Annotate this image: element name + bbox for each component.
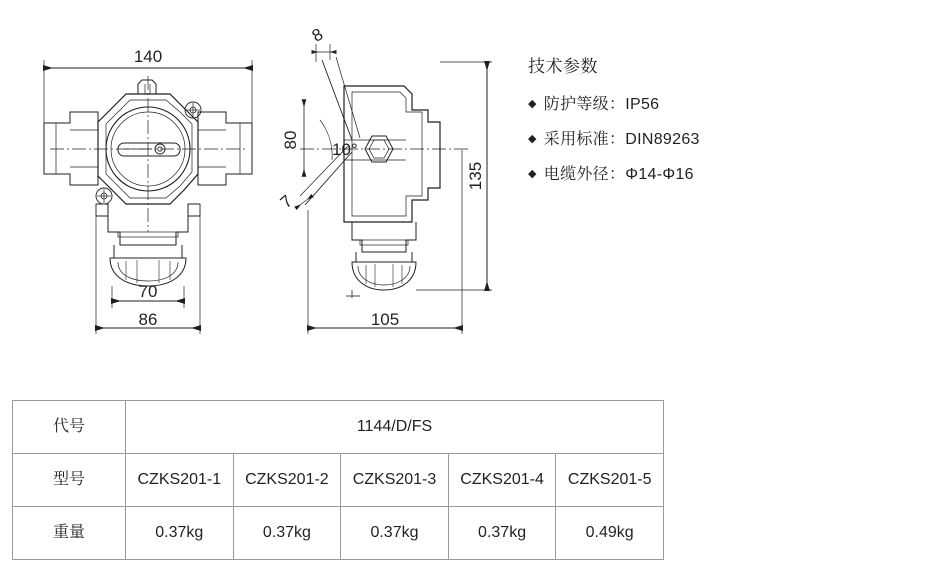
spec-item-label: 采用标准：DIN89263 xyxy=(543,131,700,148)
dim-base-width-inner: 70 xyxy=(138,282,158,301)
spec-item-protection-rating xyxy=(528,91,858,114)
dim-overall-depth: 105 xyxy=(370,310,400,329)
dim-lever-travel-top: 8 xyxy=(308,24,327,46)
spec-item-standard xyxy=(528,126,858,149)
weight-cell: 0.49kg xyxy=(556,507,664,560)
product-technical-drawing xyxy=(0,0,520,370)
dim-lever-length: 80 xyxy=(281,130,300,150)
table-row-model xyxy=(13,454,664,507)
weight-cell: 0.37kg xyxy=(126,507,234,560)
spec-item-label: 防护等级：IP56 xyxy=(543,96,660,113)
dim-base-width-outer: 86 xyxy=(138,310,158,329)
dim-overall-height: 135 xyxy=(466,161,485,191)
dim-overall-width: 140 xyxy=(133,47,163,66)
diamond-bullet-icon: ◆ xyxy=(528,98,537,110)
code-value: 1144/D/FS xyxy=(126,401,664,454)
spec-item-label: 电缆外径：Φ14-Φ16 xyxy=(543,166,694,183)
model-cell: CZKS201-1 xyxy=(126,454,234,507)
model-cell: CZKS201-2 xyxy=(233,454,341,507)
row-label-model: 型号 xyxy=(13,454,126,507)
table-row-code xyxy=(13,401,664,454)
model-cell: CZKS201-5 xyxy=(556,454,664,507)
model-specification-table xyxy=(12,400,664,560)
weight-cell: 0.37kg xyxy=(233,507,341,560)
diamond-bullet-icon: ◆ xyxy=(528,133,537,145)
spec-item-cable-diameter xyxy=(528,161,858,184)
row-label-weight: 重量 xyxy=(13,507,126,560)
table-row-weight xyxy=(13,507,664,560)
spec-title: 技术参数 xyxy=(528,57,598,76)
technical-parameters-panel xyxy=(528,52,858,196)
row-label-code: 代号 xyxy=(13,401,126,454)
diamond-bullet-icon: ◆ xyxy=(528,168,537,180)
dim-lever-travel-bottom: 7 xyxy=(276,191,297,213)
model-cell: CZKS201-4 xyxy=(448,454,556,507)
dim-lever-angle: 10° xyxy=(332,140,358,159)
weight-cell: 0.37kg xyxy=(341,507,449,560)
model-cell: CZKS201-3 xyxy=(341,454,449,507)
weight-cell: 0.37kg xyxy=(448,507,556,560)
